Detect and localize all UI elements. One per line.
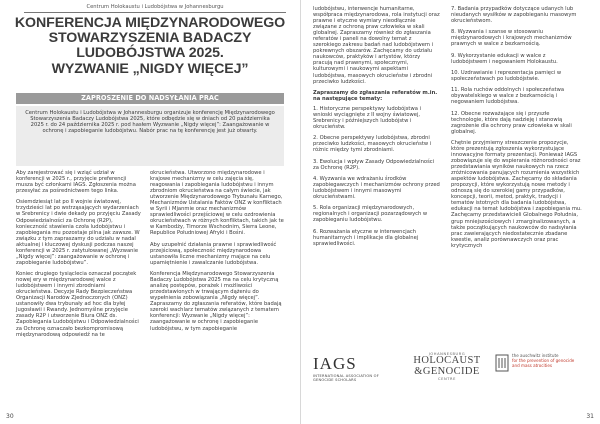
- topic-item: 8. Wyzwania i szanse w stosowaniu międzynarodowych i krajowych mechanizmów prawnych w walce z bezkarnością.: [451, 29, 572, 48]
- paragraph: Chętnie przyjmiemy streszczenie propozycje, które prezentują zgłoszenia wykorzystujące innowacyjne formaty prezentacji. Ponieważ IAGS zobowiązuje się do wspierania różnorodności oraz przedstawiania wyników naukowych na rzecz zróżnicowania panujących rozumienia wszystkich aspektów ludobójstwa. Zachęcamy do składania propozycji, które wykorzystują nowe metody i odnoszą się do szerokiej gamy przypadków, koncepcji, teorii, metod, praktyk, tradycji i tematów istotnych dla badania ludobójstwa, edukacji na temat ludobójstwa i zapobiegania mu. Zachęcamy przedstawicieli Globalnego Południa, grup mniejszościowych i zmarginalizowanych, a także początkujących naukowców do nadsyłania prac zawierających niedostatecznie zbadane kwestie, analiz porównawczych oraz prac krytycznych: [451, 139, 582, 249]
- ausch-line-1: the auschwitz institute: [512, 353, 559, 358]
- auschwitz-institute-icon: [495, 354, 509, 372]
- paragraph: Koniec drugiego tysiąclecia oznaczał początek nowej ery w międzynarodowej walce z ludobójstwem i innymi zbrodniami okrucieństwa. Decyzje Rady Bezpieczeństwa Organizacji Narodów Zjednoczonych (ONZ) ustanowiły dwa trybunały ad hoc dla byłej Jugosławii i Rwandy. Jednomyślne przyjęcie zasady R2P i utworzenie Biura ONZ ds. Zapobiegania Ludobójstwu i Odpowiedzialności za Ochronę oznaczało bezkompromisową międzynarodową odpowiedź na te: [16, 271, 139, 338]
- call-for-papers-banner: ZAPROSZENIE DO NADSYŁANIA PRAC: [16, 93, 284, 104]
- topic-item: 10. Uzdrawianie i reprezentacja pamięci w społeczeństwach po ludobójstwie.: [451, 69, 562, 82]
- left-column-2: [150, 170, 284, 337]
- topic-item: 11. Rola ruchów oddolnych i społeczeństwa obywatelskiego w walce z bezkarnością i negowaniem ludobójstwa.: [451, 87, 564, 106]
- paragraph: Aby uzupełnić działania prawne i sprawiedliwość przejściową, społeczność międzynarodowa ustanowiła liczne mechanizmy mające na celu upamiętnienie i zawalczanie ludobójstwa.: [150, 241, 277, 266]
- paragraph: Aby zarejestrować się i wziąć udział w konferencji w 2025 r., przyjęcie preferencji musza być członkami IAGS. Zgłoszenia można przesyłać za pośrednictwem tego linka.: [16, 170, 136, 195]
- holocaust-centre-logo: [409, 352, 485, 381]
- intro-box: Centrum Holokaustu i Ludobójstwa w Johannesburgu organizuje konferencję Międzynarodowego Stowarzyszenia Badaczy Ludobójstwa 2025, które odbędzie się w dniach od 20 października 2025 r. do 24 października 2025 r. pod hasłem Wyzwanie „Nigdy więcej”: Zaangażowanie w ochronę i zapobieganie ludobójstwu. Nabór prac na tę konferencję jest już otwarty.: [16, 106, 284, 166]
- iags-mark: IAGS: [313, 354, 357, 373]
- holo-line-2: &GENOCIDE: [414, 365, 480, 377]
- title-line-4: WYZWANIE „NIGDY WIĘCEJ”: [51, 60, 249, 77]
- paragraph: Konferencja Międzynarodowego Stowarzyszenia Badaczy Ludobójstwa 2025 ma na celu krytyczną analizę postępów, porażek i możliwości przedstawionych w trwającym dążeniu do wypełnienia zobowiązania „Nigdy więcej”. Zapraszamy do zgłaszania referatów, które badają szeroki wachlarz tematów związanych z tematem konferencji: Wyzwanie „Nigdy więcej”: zaangażowanie w ochronę i zapobieganie ludobójstwu, w tym zapobieganie: [150, 271, 282, 332]
- page-title: [14, 16, 286, 77]
- page-number-left: 30: [6, 413, 14, 420]
- topic-item: 2. Obecne perspektywy ludobójstwa, zbrodni przeciwko ludzkości, masowych okrucieństw i różnic między tymi zbrodniami.: [313, 135, 432, 154]
- running-header: Centrum Holokaustu i Ludobójstwa w Johannesburgu: [24, 4, 286, 13]
- ausch-line-3: and mass atrocities: [512, 362, 553, 368]
- topic-item: 7. Badania przypadków dotyczące udanych lub nieudanych wysiłków w zapobieganiu masowym okrucieństwom.: [451, 6, 577, 25]
- topics-heading: Zapraszamy do zgłaszania referatów m.in. na następujące tematy:: [313, 89, 438, 102]
- left-column-1: [16, 170, 142, 343]
- title-line-3: LUDOBÓJSTWA 2025.: [76, 45, 224, 62]
- ausch-line-2: for the prevention of genocide: [512, 357, 575, 363]
- holo-bottom-text: CENTRE: [437, 377, 457, 381]
- topic-item: 3. Ewolucja i wpływ Zasady Odpowiedzialności za Ochronę (R2P).: [313, 158, 435, 171]
- topic-item: 12. Obecne rozważające się i przyszłe technologie, które dają nadzieję i stanowią zagrożenie dla ochrony praw człowieka w skali globalnej.: [451, 110, 572, 135]
- page-number-right: 31: [586, 413, 594, 420]
- paragraph: Osiemdziesiąt lat po II wojnie światowej, trzydzieści lat po wstrząsających wydarzeniach w Srebrenicy i dwie dekady po przyjęciu Zasady Odpowiedzialności za Ochronę (R2P), konieczność stawienia czoła ludobójstwu i zapobiegania mu pozostaje pilna jak zawsze. W związku z tym zapraszamy do udziału w nadal aktualnej i kluczowej dyskusji podczas naszej konferencji w 2025 r. zatytułowanej „Wyzwanie „Nigdy więcej”: zaangażowanie w ochronę i zapobieganie ludobójstwu”.: [16, 199, 141, 266]
- holo-line-1: HOLOCAUST: [413, 355, 481, 366]
- iags-text: INTERNATIONAL ASSOCIATION OF GENOCIDE SCHOLARS: [313, 374, 379, 382]
- auschwitz-institute-logo: [495, 354, 591, 372]
- right-column-1: [313, 6, 441, 252]
- title-line-2: STOWARZYSZENIA BADACZY: [48, 30, 252, 47]
- right-page: [300, 0, 600, 424]
- topic-item: 5. Rola organizacji międzynarodowych, regionalnych i organizacji pozarządowych w zapobieganiu ludobójstwu.: [313, 205, 428, 224]
- topic-item: 9. Wykorzystanie edukacji w walce z ludobójstwem i negowaniem Holokaustu.: [451, 52, 558, 65]
- title-line-1: KONFERENCJA MIĘDZYNARODOWEGO: [14, 15, 286, 31]
- paragraph: okrucieństwa. Utworzono międzynarodowe i krajowe mechanizmy w celu zajęcia się, reagowania i zapobiegania ludobójstwu i innym zbrodniom okrucieństwa na całym świecie, jak utworzenie Międzynarodowego Trybunału Karnego, Mechanizmów Ustalania Faktów ONZ w konfliktach w Syrii i Mjanmie oraz mechanizmów sprawiedliwości przejściowej w celu ozdrowienia okrucieństwach w różnych konfliktach, takich jak te w Kambodży, Timorze Wschodnim, Sierra Leone, Republice Południowej Afryki i Bośni.: [150, 170, 284, 237]
- topic-item: 1. Historyczne perspektywy ludobójstwa i wnioski wyciągnięte z II wojny światowej, Srebrenicy i późniejszych ludobójstw i okrucieństw.: [313, 105, 421, 131]
- topic-item: 4. Wyzwania we wdrażaniu środków zapobiegawczych i mechanizmów ochrony przed ludobójstwem i innymi masowymi okrucieństwami.: [313, 175, 440, 201]
- iags-logo: [313, 354, 395, 382]
- holo-top-text: JOHANNESBURG: [428, 352, 466, 356]
- paragraph: ludobójstwu, interwencje humanitarne, współpraca międzynarodowa, rola instytucji oraz prawne i etyczne wymiary nieodłącznie związane z ochroną praw człowieka w skali globalnej. Zapraszamy również do zgłaszania referatów i paneli na dowolny temat z szerokiego zakresu badań nad ludobójstwem i pokrewnych obszarów. Zachęcamy do udziału naukowców, praktyków i artystów, którzy pracują nad prawnymi, społecznymi, kulturowymi i naukowymi aspektami ludobójstwa, masowych okrucieństw i zbrodni przeciwko ludzkości.: [313, 6, 440, 85]
- topic-item: 6. Rozważania etyczne w interwencjach humanitarnych i implikacje dla globalnej sprawiedliwości.: [313, 228, 419, 247]
- right-column-2: [451, 6, 583, 254]
